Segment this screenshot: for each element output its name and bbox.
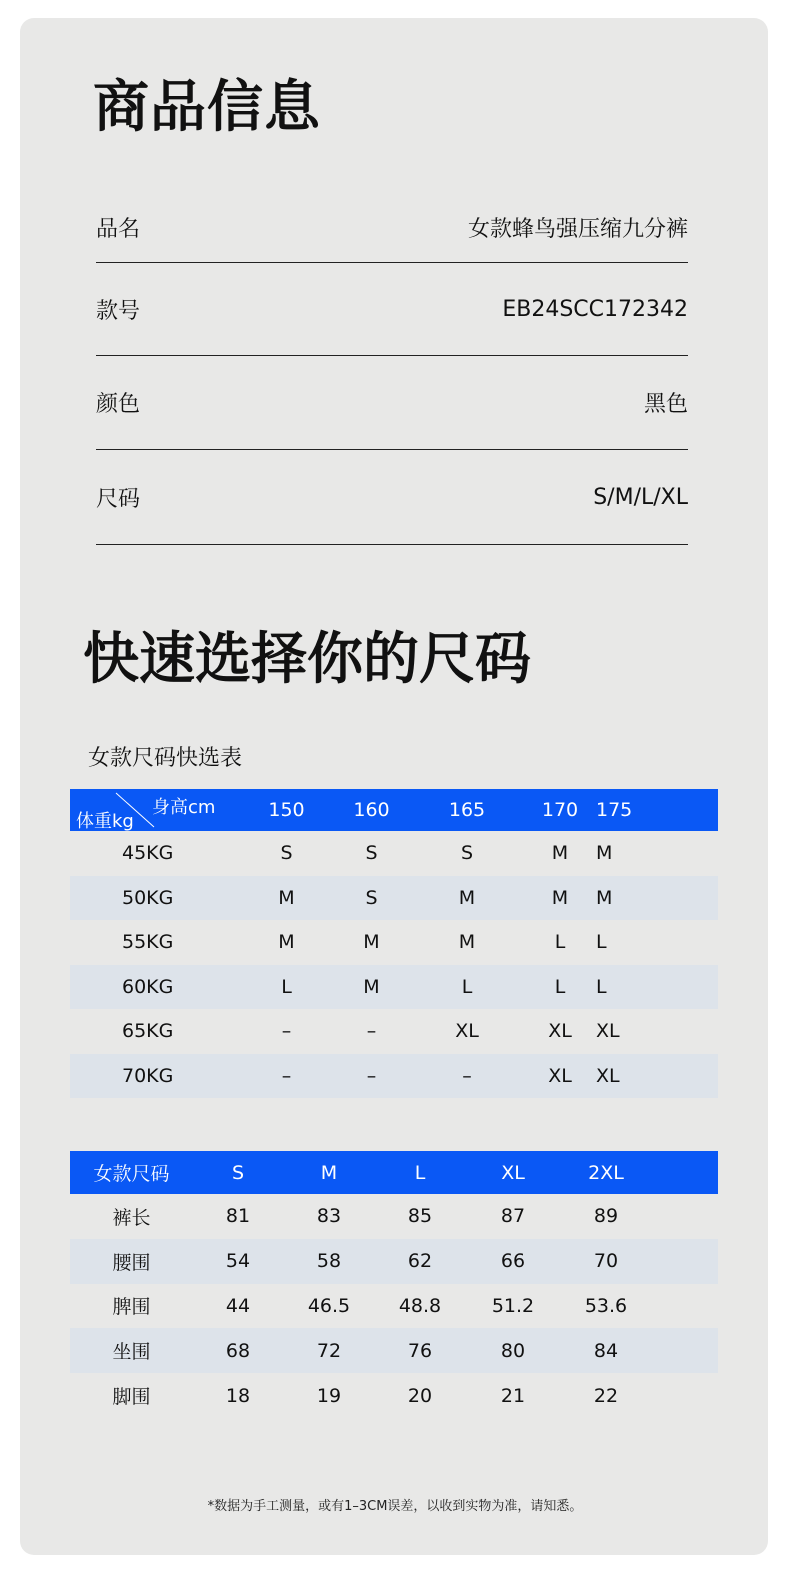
weight-cell: 65KG — [122, 1020, 174, 1043]
info-row-name — [96, 192, 688, 263]
size-cell: – — [366, 1064, 377, 1087]
spacer-col — [651, 1151, 718, 1194]
size-cell: – — [281, 1064, 292, 1087]
size-cell: M — [458, 931, 476, 954]
weight-cell: 50KG — [122, 886, 174, 909]
measure-cell: 68 — [225, 1339, 251, 1362]
table-header-row — [70, 789, 718, 831]
measure-cell: 66 — [500, 1250, 526, 1273]
table-row — [70, 1239, 718, 1284]
measure-label-cell: 脾围 — [112, 1296, 151, 1319]
chart-header-row — [70, 1151, 718, 1194]
size-cell: M — [596, 842, 613, 865]
measure-cell: 81 — [225, 1205, 251, 1228]
measure-cell: 58 — [316, 1250, 342, 1273]
measure-cell: 53.6 — [584, 1294, 628, 1317]
measure-cell: 19 — [316, 1384, 342, 1407]
measure-cell: 80 — [500, 1339, 526, 1362]
size-cell: – — [366, 1020, 377, 1043]
spacer-cell — [651, 1373, 718, 1418]
measure-cell: 44 — [225, 1294, 251, 1317]
table-row — [70, 1009, 718, 1054]
measure-cell: 51.2 — [491, 1294, 535, 1317]
table-row — [70, 831, 718, 876]
spacer-cell — [651, 1328, 718, 1373]
measure-cell: 20 — [407, 1384, 433, 1407]
measure-label-cell: 裤长 — [112, 1206, 151, 1229]
size-col: M — [320, 1161, 338, 1184]
table-row — [70, 1284, 718, 1329]
size-cell: M — [458, 886, 476, 909]
measure-cell: 54 — [225, 1250, 251, 1273]
measure-cell: 89 — [593, 1205, 619, 1228]
size-col: L — [414, 1161, 426, 1184]
measure-cell: 83 — [316, 1205, 342, 1228]
corner-weight-label: 体重kg — [76, 811, 134, 832]
measure-label-cell: 坐围 — [112, 1341, 151, 1364]
size-cell: XL — [596, 1020, 620, 1043]
measure-cell: 21 — [500, 1384, 526, 1407]
measure-cell: 85 — [407, 1205, 433, 1228]
chart-header-label: 女款尺码 — [93, 1163, 170, 1185]
size-cell: XL — [548, 1020, 572, 1043]
size-col: S — [231, 1161, 245, 1184]
weight-cell: 60KG — [122, 975, 174, 998]
height-col: 165 — [448, 799, 486, 821]
corner-height-label: 身高cm — [152, 797, 216, 818]
size-col: XL — [501, 1161, 525, 1184]
size-cell: M — [278, 931, 295, 954]
size-cell: S — [365, 842, 378, 865]
measure-cell: 48.8 — [398, 1294, 442, 1317]
table-row — [70, 920, 718, 965]
size-select-subtitle: 女款尺码快选表 — [88, 746, 243, 771]
weight-cell: 45KG — [122, 842, 174, 865]
size-select-table — [70, 789, 718, 1098]
size-chart-table — [70, 1151, 718, 1418]
size-cell: S — [280, 842, 293, 865]
info-label: 颜色 — [96, 392, 141, 417]
size-cell: M — [551, 842, 569, 865]
corner-cell — [70, 789, 240, 831]
product-info-title: 商品信息 — [93, 75, 321, 140]
size-cell: S — [365, 886, 378, 909]
info-label: 尺码 — [96, 486, 141, 512]
table-row — [70, 1054, 718, 1099]
height-col: 170 — [541, 799, 579, 821]
info-value: S/M/L/XL — [593, 484, 688, 510]
info-row-style-no — [96, 263, 688, 356]
table-row — [70, 1373, 718, 1418]
info-value: 女款蜂鸟强压缩九分裤 — [467, 216, 688, 242]
size-cell: M — [278, 886, 295, 909]
measure-cell: 87 — [500, 1205, 526, 1228]
spacer-cell — [651, 1194, 718, 1239]
measure-cell: 72 — [316, 1339, 342, 1362]
size-cell: L — [461, 975, 473, 998]
info-label: 品名 — [96, 216, 141, 242]
measure-cell: 62 — [407, 1250, 433, 1273]
measure-cell: 22 — [593, 1384, 619, 1407]
measure-cell: 18 — [225, 1384, 251, 1407]
info-row-size — [96, 450, 688, 545]
weight-cell: 55KG — [122, 931, 174, 954]
table-row — [70, 1328, 718, 1373]
info-row-color — [96, 356, 688, 450]
size-cell: M — [363, 931, 380, 954]
size-cell: L — [281, 975, 292, 998]
size-col: 2XL — [588, 1161, 624, 1184]
measure-label-cell: 脚围 — [112, 1386, 151, 1409]
table-row — [70, 965, 718, 1010]
size-cell: M — [551, 886, 569, 909]
size-select-title: 快速选择你的尺码 — [83, 627, 531, 692]
size-cell: L — [596, 931, 607, 954]
size-cell: – — [281, 1020, 292, 1043]
weight-cell: 70KG — [122, 1064, 174, 1087]
footnote: *数据为手工测量，或有1–3CM误差，以收到实物为准，请知悉。 — [207, 1499, 583, 1514]
size-cell: M — [596, 886, 613, 909]
size-cell: XL — [596, 1064, 620, 1087]
info-label: 款号 — [96, 298, 141, 324]
size-cell: XL — [455, 1020, 479, 1043]
height-col: 160 — [353, 799, 390, 821]
spacer-cell — [651, 1284, 718, 1329]
height-col: 150 — [268, 799, 305, 821]
size-cell: L — [596, 975, 607, 998]
measure-label-cell: 腰围 — [112, 1251, 151, 1274]
info-value: 黑色 — [643, 392, 688, 417]
size-cell: M — [363, 975, 380, 998]
spacer-cell — [651, 1239, 718, 1284]
size-cell: L — [554, 975, 566, 998]
measure-cell: 70 — [593, 1250, 619, 1273]
size-cell: XL — [548, 1064, 572, 1087]
size-cell: – — [462, 1064, 472, 1087]
size-cell: L — [554, 931, 566, 954]
info-value: EB24SCC172342 — [502, 296, 688, 322]
height-col: 175 — [596, 799, 633, 821]
measure-cell: 46.5 — [307, 1294, 351, 1317]
measure-cell: 84 — [593, 1339, 619, 1362]
size-cell: S — [460, 842, 474, 865]
table-row — [70, 1194, 718, 1239]
table-row — [70, 876, 718, 921]
measure-cell: 76 — [407, 1339, 433, 1362]
